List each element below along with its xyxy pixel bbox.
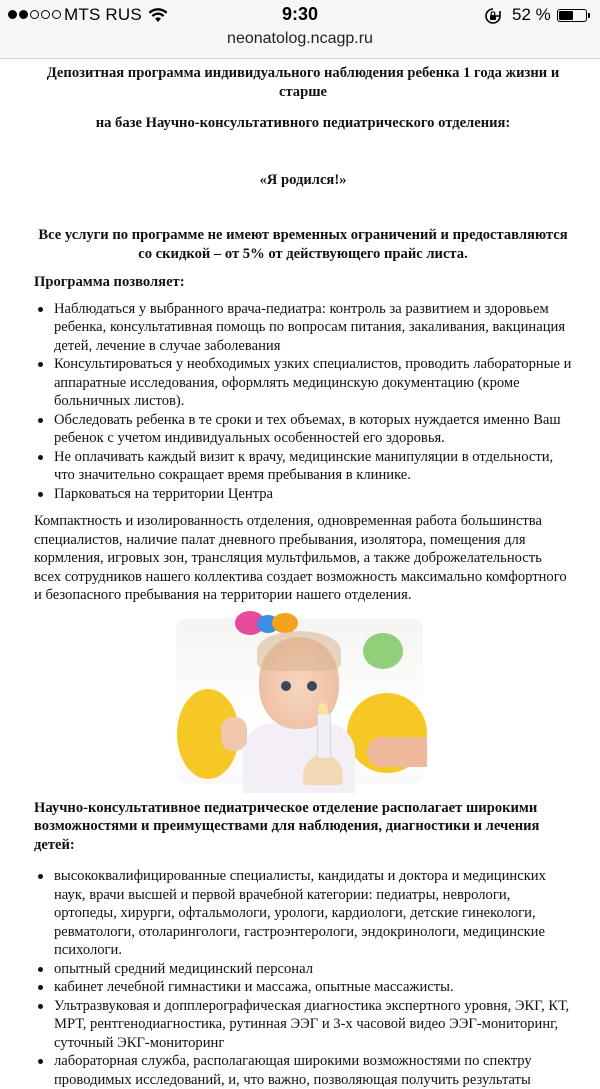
allows-heading: Программа позволяет: bbox=[34, 274, 185, 290]
page-content bbox=[34, 62, 572, 1089]
list-item: Ультразвуковая и допплерографическая диагностика экспертного уровня, ЭКГ, КТ, МРТ, рентгенодиагностика, рутинная ЭЭГ и 3-х часовой видео ЭЭГ-мониторинг, суточный ЭКГ-мониторинг bbox=[54, 997, 572, 1053]
rotation-lock-icon bbox=[484, 7, 502, 25]
list-item: Не оплачивать каждый визит к врачу, медицинские манипуляции в отдельности, что значительно сокращает время пребывания в клинике. bbox=[54, 448, 572, 485]
list-item: лабораторная служба, располагающая широкими возможностями по спектру проводимых исследований, и, что важно, позволяющая получить результаты bbox=[54, 1052, 572, 1089]
list-item: Консультироваться у необходимых узких специалистов, проводить лабораторные и аппаратные исследования, оформлять медицинскую документацию (кроме больничных листов). bbox=[54, 356, 572, 409]
page-subtitle: на базе Научно-консультативного педиатрического отделения: bbox=[95, 115, 511, 131]
services-discount-note: Все услуги по программе не имеют временных ограничений и предоставляются со скидкой – от 5% от действующего прайс листа. bbox=[38, 227, 568, 262]
list-item: опытный средний медицинский персонал bbox=[54, 960, 572, 979]
browser-chrome bbox=[0, 0, 600, 59]
battery-level bbox=[559, 11, 573, 20]
battery-percent: 52 % bbox=[512, 5, 551, 24]
list-item: высококвалифицированные специалисты, кандидаты и доктора и медицинских наук, врачи высшей и первой врачебной категории: педиатры, неврологи, ортопеды, хирурги, офтальмологи, урологи, кардиологи, детские гинекологи, ревматологи, отоларингологи, гастроэнтерологи, эндокринологи, медицинские психологи. bbox=[54, 867, 572, 960]
list-item: Обследовать ребенка в те сроки и тех объемах, в которых нуждается именно Ваш ребенок с учетом индивидуальных особенностей его здоровья. bbox=[54, 411, 572, 448]
clock: 9:30 bbox=[281, 4, 319, 24]
battery-icon bbox=[557, 9, 587, 22]
allows-list bbox=[34, 300, 572, 504]
section-heading: Научно-консультативное педиатрическое отделение располагает широкими возможностями и преимуществами для наблюдения, диагностики и лечения детей: bbox=[34, 799, 540, 853]
features-list bbox=[34, 867, 572, 1089]
list-item: Наблюдаться у выбранного врача-педиатра: контроль за развитием и здоровьем ребенка, консультативная помощь по вопросам питания, закаливания, вакцинация детей, лечение в случае заболевания bbox=[54, 300, 572, 356]
department-paragraph: Компактность и изолированность отделения, одновременная работа большинства специалистов, наличие палат дневного пребывания, изолятора, помещения для кормления, игровых зон, трансляция мультфильмов, а также доброжелательность всех сотрудников нашего коллектива создает возможность максимально комфортного и безопасного пребывания на территории нашего отделения. bbox=[34, 513, 567, 603]
carrier-name: MTS RUS bbox=[64, 5, 142, 24]
status-bar bbox=[0, 0, 600, 30]
address-bar-url[interactable]: neonatolog.ncagp.ru bbox=[227, 30, 373, 47]
program-slogan: «Я родился!» bbox=[259, 171, 347, 188]
page-title: Депозитная программа индивидуального наблюдения ребенка 1 года жизни и старше bbox=[46, 65, 560, 100]
list-item: кабинет лечебной гимнастики и массажа, опытные массажисты. bbox=[54, 978, 572, 997]
list-item: Парковаться на территории Центра bbox=[54, 485, 572, 504]
child-birthday-photo bbox=[177, 619, 422, 783]
